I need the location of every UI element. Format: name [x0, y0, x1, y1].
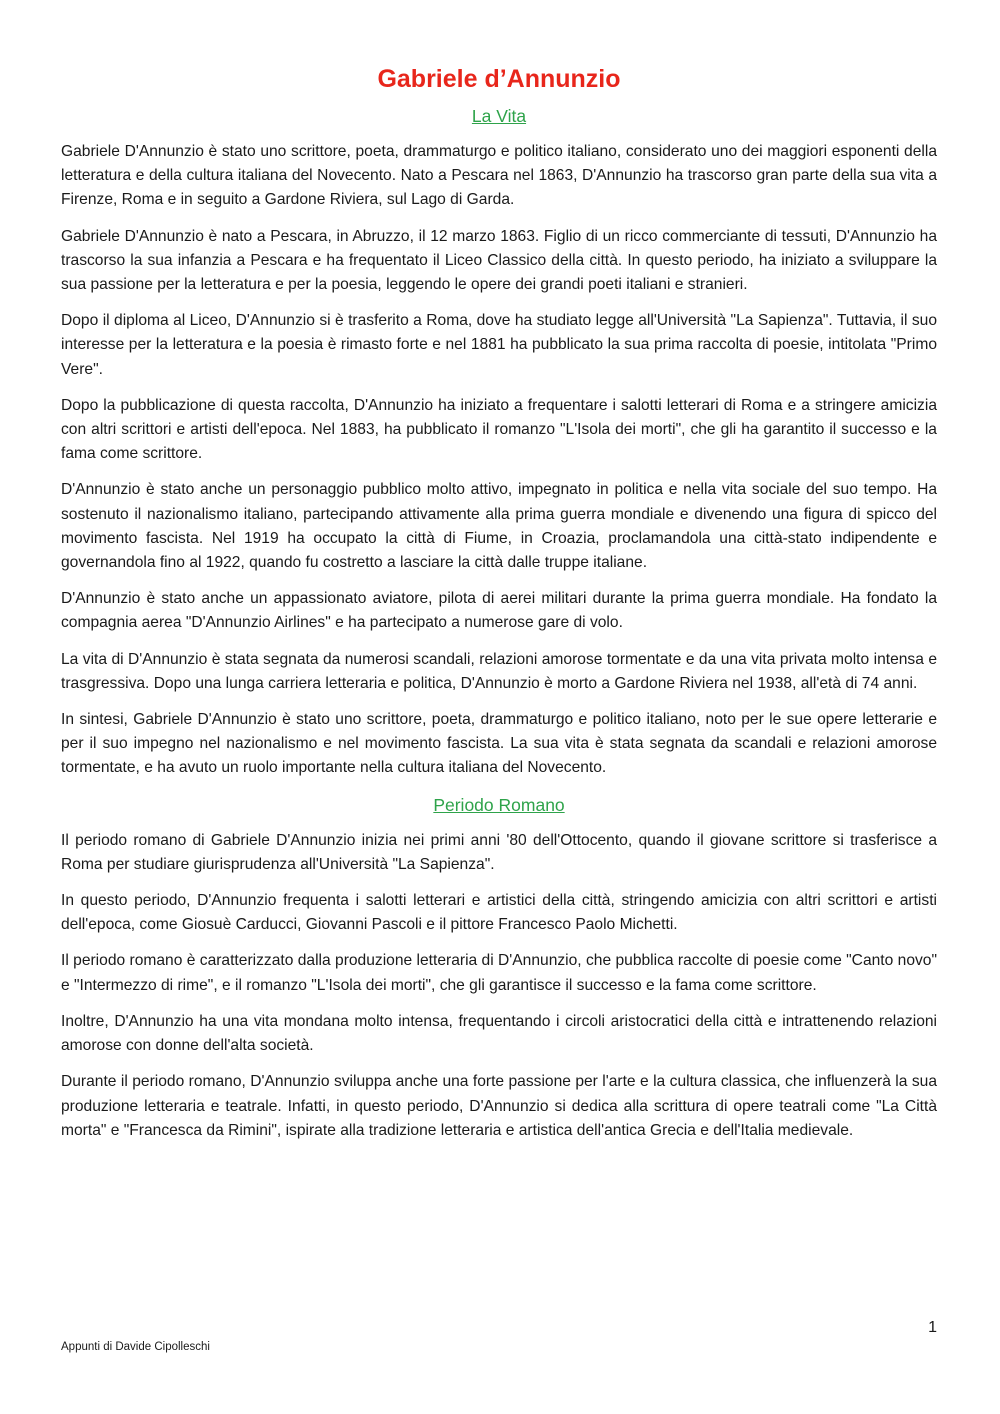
document-title: Gabriele d’Annunzio [377, 65, 621, 93]
paragraph: Durante il periodo romano, D'Annunzio sviluppa anche una forte passione per l'arte e la cultura classica, che influenzerà la sua produzione letteraria e teatrale. Infatti, in questo periodo, D'Annunzio si dedica alla scrittura di opere teatrali come "La Città morta" e "Francesca da Rimini", ispirate alla tradizione letteraria e artistica dell'antica Grecia e dell'Italia medievale. [61, 1073, 937, 1139]
paragraph: Gabriele D'Annunzio è nato a Pescara, in Abruzzo, il 12 marzo 1863. Figlio di un ricco commerciante di tessuti, D'Annunzio ha trascorso la sua infanzia a Pescara e ha frequentato il Liceo Classico della città. In questo periodo, ha iniziato a sviluppare la sua passione per la letteratura e per la poesia, leggendo le opere dei grandi poeti italiani e stranieri. [61, 227, 937, 294]
section-heading-periodo-romano: Periodo Romano [433, 794, 565, 815]
paragraph: La vita di D'Annunzio è stata segnata da numerosi scandali, relazioni amorose tormentate e da una vita privata molto intensa e trasgressiva. Dopo una lunga carriera letteraria e politica, D'Annunzio è morto a Gardone Riviera nel 1938, all'età di 74 anni. [61, 650, 937, 692]
paragraph: In questo periodo, D'Annunzio frequenta i salotti letterari e artistici della città, stringendo amicizia con altri scrittori e artisti dell'epoca, come Giosuè Carducci, Giovanni Pascoli e il pittore Francesco Paolo Michetti. [61, 892, 937, 934]
paragraph: In sintesi, Gabriele D'Annunzio è stato uno scrittore, poeta, drammaturgo e politico italiano, noto per le sue opere letterarie e per il suo impegno nel nazionalismo e nel movimento fascista. La sua vita è stata segnata da scandali e relazioni amorose tormentate, e ha avuto un ruolo importante nella cultura italiana del Novecento. [61, 711, 937, 777]
paragraph: Inoltre, D'Annunzio ha una vita mondana molto intensa, frequentando i circoli aristocratici della città e intrattenendo relazioni amorose con donne dell'alta società. [61, 1012, 937, 1055]
paragraph: Il periodo romano è caratterizzato dalla produzione letteraria di D'Annunzio, che pubblica raccolte di poesie come "Canto novo" e "Intermezzo di rime", e il romanzo "L'Isola dei morti", che gli garantisce il successo e la fama come scrittore. [61, 952, 937, 994]
paragraph: Dopo il diploma al Liceo, D'Annunzio si è trasferito a Roma, dove ha studiato legge all'Università "La Sapienza". Tuttavia, il suo interesse per la letteratura e la poesia è rimasto forte e nel 1881 ha pubblicato la sua prima raccolta di poesie, intitolata "Primo Vere". [61, 312, 937, 378]
document-body [61, 62, 937, 1155]
section-heading-la-vita: La Vita [471, 106, 527, 126]
paragraph: D'Annunzio è stato anche un personaggio pubblico molto attivo, impegnato in politica e nella vita sociale del suo tempo. Ha sostenuto il nazionalismo italiano, partecipando attivamente alla prima guerra mondiale e divenendo una figura di spicco del movimento fascista. Nel 1919 ha occupato la città di Fiume, in Croazia, proclamandola una città-stato indipendente e governandola fino al 1922, quando fu costretto a lasciare la città dalle truppe italiane. [61, 481, 937, 572]
paragraph: Gabriele D'Annunzio è stato uno scrittore, poeta, drammaturgo e politico italiano, considerato uno dei maggiori esponenti della letteratura e della cultura italiana del Novecento. Nato a Pescara nel 1863, D'Annunzio ha trascorso gran parte della sua vita a Firenze, Roma e in seguito a Gardone Riviera, sul Lago di Garda. [61, 143, 937, 209]
page-footer: Appunti di Davide Cipolleschi [61, 1341, 210, 1353]
page-number: 1 [928, 1319, 937, 1336]
paragraph: Dopo la pubblicazione di questa raccolta, D'Annunzio ha iniziato a frequentare i salotti letterari di Roma e a stringere amicizia con altri scrittori e artisti dell'epoca. Nel 1883, ha pubblicato il romanzo "L'Isola dei morti", che gli ha garantito il successo e la fama come scrittore. [61, 396, 937, 463]
paragraph: D'Annunzio è stato anche un appassionato aviatore, pilota di aerei militari durante la prima guerra mondiale. Ha fondato la compagnia aerea "D'Annunzio Airlines" e ha partecipato a numerose gare di volo. [61, 590, 937, 632]
paragraph: Il periodo romano di Gabriele D'Annunzio inizia nei primi anni '80 dell'Ottocento, quando il giovane scrittore si trasferisce a Roma per studiare giurisprudenza all'Università "La Sapienza". [61, 831, 937, 873]
